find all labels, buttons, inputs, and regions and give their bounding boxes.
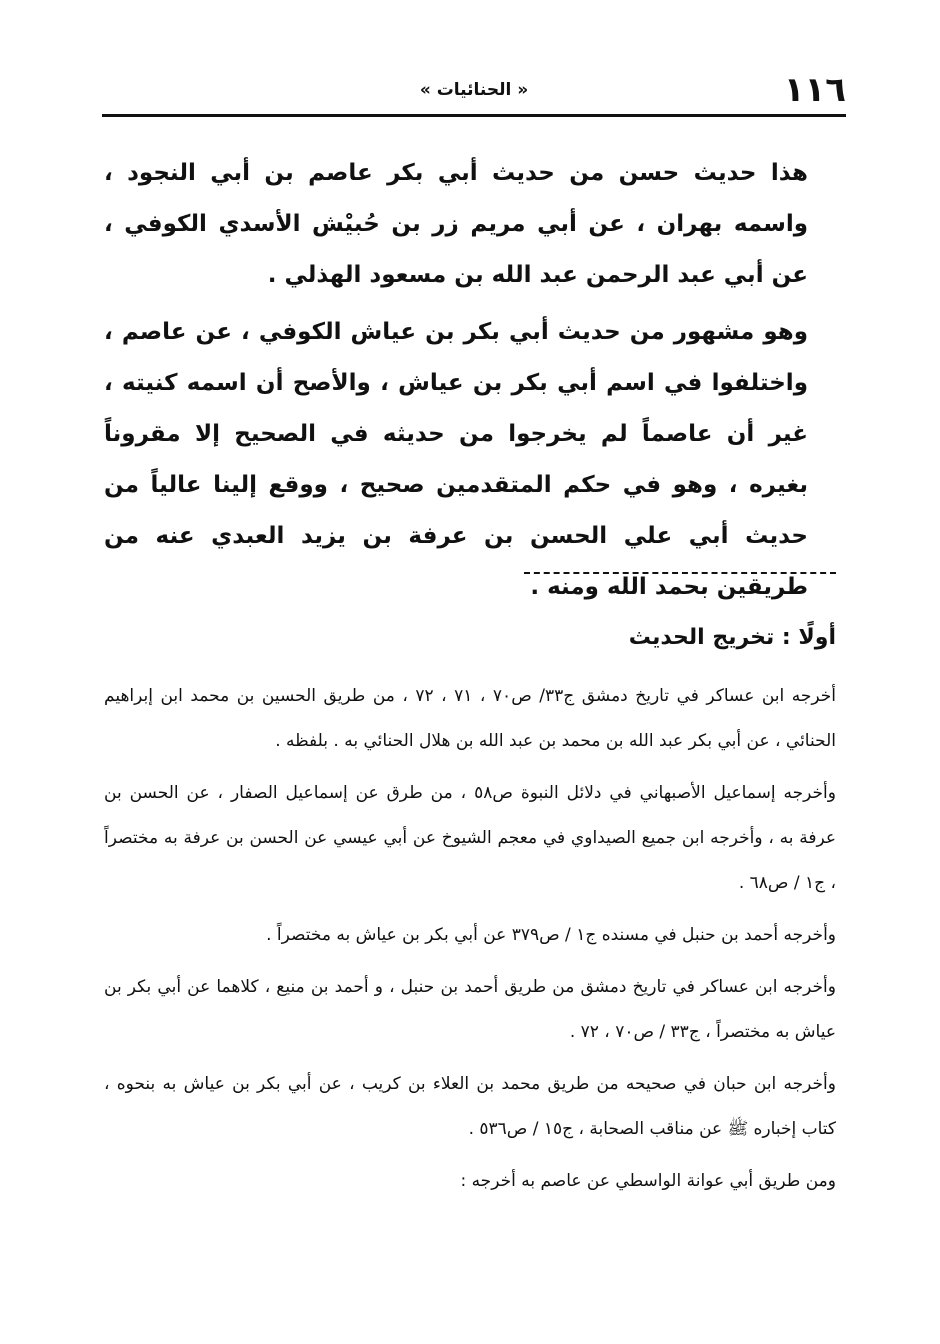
- main-paragraph-2: وهو مشهور من حديث أبي بكر بن عياش الكوفي ، عن عاصم ، واختلفوا في اسم أبي بكر بن عياش ، والأصح أن اسمه كنيته ، غير أن عاصماً لم يخرجوا من حديثه في الصحيح إلا مقروناً بغيره ، وهو في حكم المتقدمين صحيح ، ووقع إلينا عالياً من حديث أبي علي الحسن بن عرفة بن يزيد العبدي عنه من طريقين بحمد الله ومنه .: [104, 319, 808, 600]
- note-paragraph-3: وأخرجه أحمد بن حنبل في مسنده ج١ / ص٣٧٩ عن أبي بكر بن عياش به مختصراً .: [266, 925, 836, 945]
- note-paragraph-6: ومن طريق أبي عوانة الواسطي عن عاصم به أخرجه :: [460, 1171, 836, 1191]
- running-title: « الحنائيات »: [419, 80, 529, 100]
- header-rule: [102, 114, 846, 117]
- note-paragraph-1: أخرجه ابن عساكر في تاريخ دمشق ج٣٣/ ص٧٠ ، ٧١ ، ٧٢ ، من طريق الحسين بن محمد ابن إبراهيم الحنائي ، عن أبي بكر عبد الله بن محمد بن عبد الله بن هلال الحنائي به . بلفظه .: [104, 686, 836, 751]
- page-header: [102, 68, 846, 114]
- note-paragraph-4: وأخرجه ابن عساكر في تاريخ دمشق من طريق أحمد بن حنبل ، و أحمد بن منيع ، كلاهما عن أبي بكر بن عياش به مختصراً ، ج٣٣ / ص٧٠ ، ٧٢ .: [104, 977, 836, 1042]
- main-paragraph-1: هذا حديث حسن من حديث أبي بكر عاصم بن أبي النجود ، واسمه بهران ، عن أبي مريم زر بن حُبيْش الأسدي الكوفي ، عن أبي عبد الرحمن عبد الله بن مسعود الهذلي .: [104, 160, 808, 288]
- note-paragraph-5: وأخرجه ابن حبان في صحيحه من طريق محمد بن العلاء بن كريب ، عن أبي بكر بن عياش به بنحوه ، كتاب إخباره ﷺ عن مناقب الصحابة ، ج١٥ / ص٥٣٦ .: [104, 1074, 836, 1139]
- section-heading: أولًا : تخريج الحديث: [628, 625, 836, 650]
- note-paragraph-2: وأخرجه إسماعيل الأصبهاني في دلائل النبوة ص٥٨ ، من طرق عن إسماعيل الصفار ، عن الحسن بن عرفة به ، وأخرجه ابن جميع الصيداوي في معجم الشيوخ عن أبي عيسي عن الحسن بن عرفة به مختصراً ، ج١ / ص٦٨ .: [104, 783, 836, 893]
- page-number: ١١٦: [783, 70, 846, 110]
- footnote-separator: [524, 572, 836, 574]
- notes-section: [104, 674, 836, 1211]
- main-text: [104, 148, 808, 619]
